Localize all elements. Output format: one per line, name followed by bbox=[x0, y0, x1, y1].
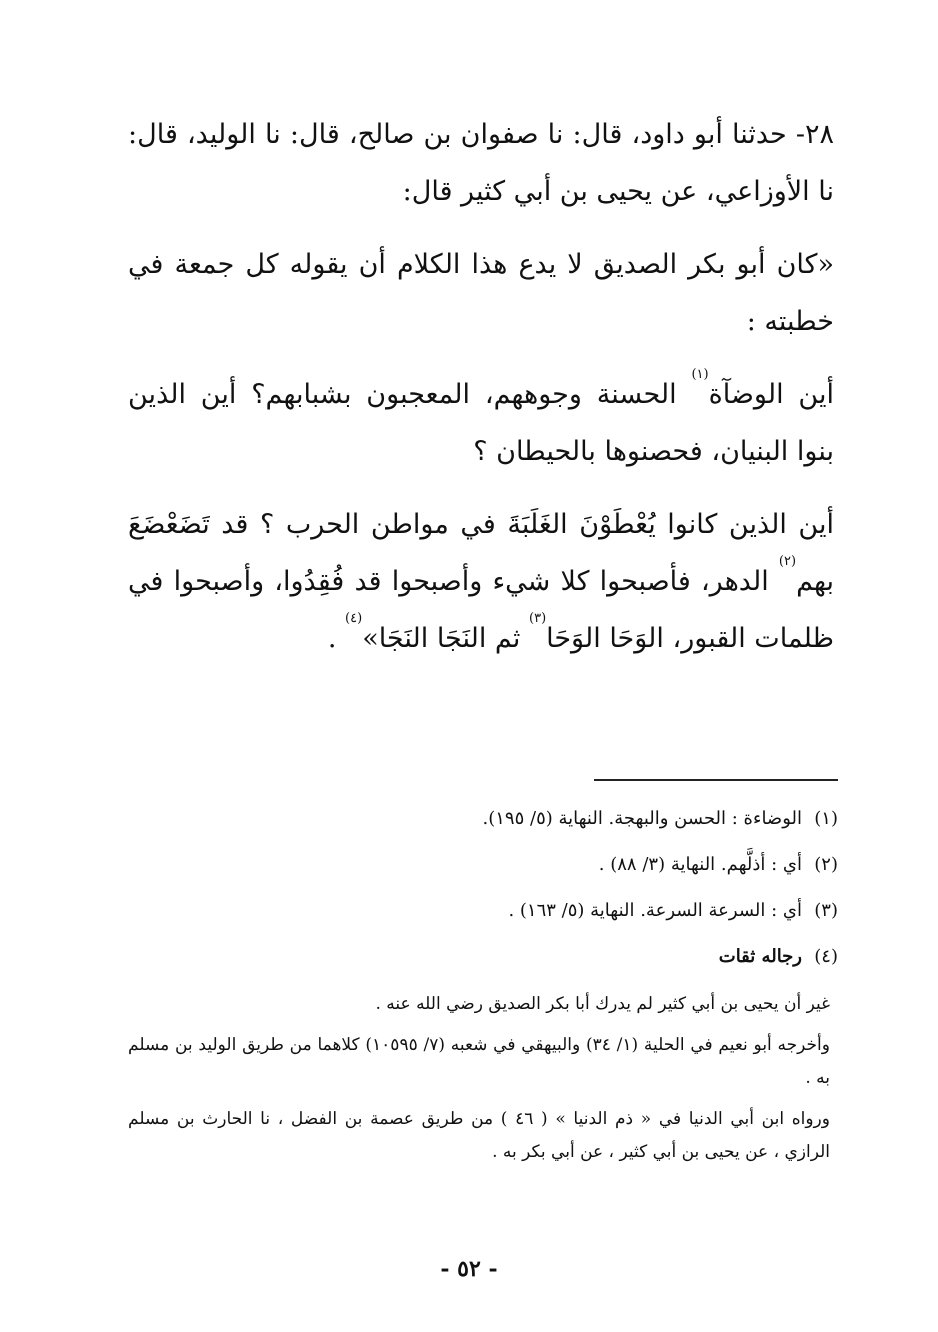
takhrij-paragraph: وأخرجه أبو نعيم في الحلية (١/ ٣٤) والبيهقي في شعبه (٧/ ١٠٥٩٥) كلاهما من طريق الوليد بن مسلم به . bbox=[128, 1035, 830, 1088]
page-number: - ٥٢ - bbox=[440, 1256, 498, 1282]
footnote-number: (١) bbox=[814, 808, 838, 829]
footnote-ref-1: (١) bbox=[691, 367, 709, 382]
footnote-text: الوضاءة : الحسن والبهجة. النهاية (٥/ ١٩٥). bbox=[482, 808, 802, 829]
footnote-number: (٣) bbox=[814, 900, 838, 921]
footnotes-section bbox=[128, 804, 838, 1177]
sermon-text: أين الذين كانوا يُعْطَوْنَ الغَلَبَةَ في مواطن الحرب ؟ قد تَضَعْضَعَ بهم bbox=[128, 509, 834, 597]
footnote-ref-3: (٣) bbox=[529, 611, 547, 626]
footnote-takhrij bbox=[128, 988, 838, 1169]
sermon-text: أين الوضآة bbox=[708, 379, 834, 410]
takhrij-paragraph: ورواه ابن أبي الدنيا في « ذم الدنيا » ( ٤٦ ) من طريق عصمة بن الفضل ، نا الحارث بن مسلم الرازي ، عن يحيى بن أبي كثير ، عن أبي بكر به . bbox=[128, 1109, 830, 1162]
hadith-intro-paragraph: «كان أبو بكر الصديق لا يدع هذا الكلام أن يقوله كل جمعة في خطبته : bbox=[128, 249, 834, 337]
footnote-text: أي : السرعة السرعة. النهاية (٥/ ١٦٣) . bbox=[508, 900, 802, 921]
footnote-number: (٤) bbox=[814, 946, 838, 967]
footnote-item bbox=[128, 804, 838, 834]
footnote-item bbox=[128, 896, 838, 926]
hadith-isnad-paragraph: ٢٨- حدثنا أبو داود، قال: نا صفوان بن صالح، قال: نا الوليد، قال: نا الأوزاعي، عن يحيى بن أبي كثير قال: bbox=[128, 119, 834, 207]
sermon-text: ثم النَجَا النَجَا» bbox=[362, 623, 529, 654]
sermon-text: الحسنة وجوههم، المعجبون بشبابهم؟ أين الذين بنوا البنيان، فحصنوها بالحيطان ؟ bbox=[128, 379, 834, 467]
footnote-ref-2: (٢) bbox=[778, 554, 797, 569]
footnote-ref-4: (٤) bbox=[345, 611, 363, 626]
sermon-text: . bbox=[327, 623, 346, 654]
footnote-item bbox=[128, 942, 838, 972]
sermon-text: الدهر، فأصبحوا كلا شيء وأصبحوا قد فُقِدُوا، وأصبحوا في ظلمات القبور، الوَحَا الوَحَا bbox=[128, 566, 834, 654]
footnote-text: رجاله ثقات bbox=[718, 946, 802, 967]
footnote-divider bbox=[594, 779, 838, 781]
sermon-paragraph-1 bbox=[128, 366, 834, 480]
footnote-item bbox=[128, 850, 838, 880]
footnote-text: أي : أذلَّهم. النهاية (٣/ ٨٨) . bbox=[598, 854, 802, 875]
sermon-paragraph-2 bbox=[128, 496, 834, 667]
takhrij-paragraph: غير أن يحيى بن أبي كثير لم يدرك أبا بكر الصديق رضي الله عنه . bbox=[375, 994, 830, 1014]
main-text-block bbox=[128, 106, 834, 667]
footnote-number: (٢) bbox=[814, 854, 838, 875]
